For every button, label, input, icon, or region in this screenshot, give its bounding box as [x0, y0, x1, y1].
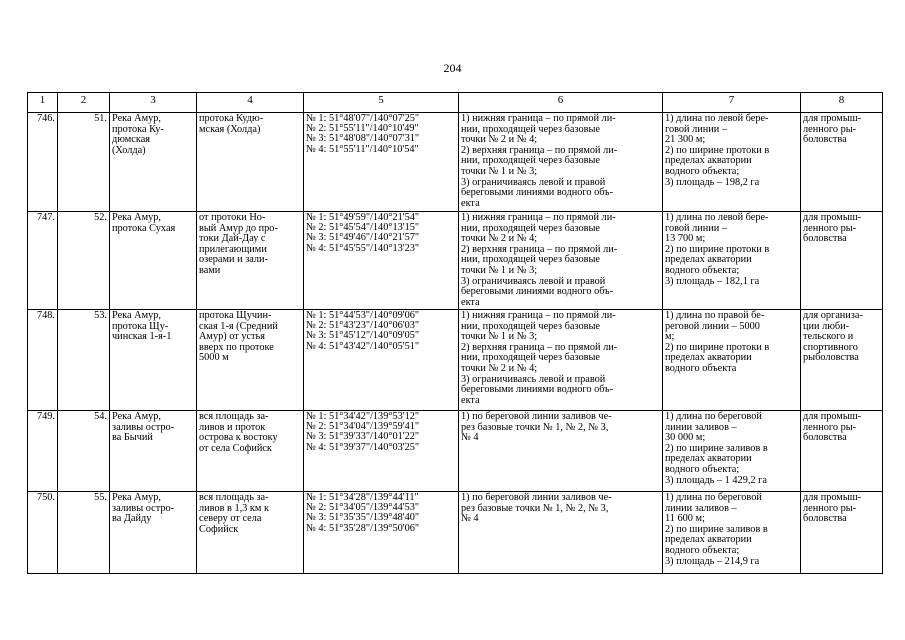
column-header-6: 6 [459, 93, 663, 113]
water-body-name: Река Амур, протока Щу- чинская 1-я-1 [110, 310, 197, 411]
dimensions: 1) длина по левой бере- говой линии – 21 300 м; 2) по ширине протоки в пределах акватории водного объекта; 3) площадь – 198,2 га [663, 113, 801, 212]
table-row [28, 113, 883, 212]
coordinates: № 1: 51°34'28"/139°44'11" № 2: 51°34'05"/139°44'53" № 3: 51°35'35"/139°48'40" № 4: 51°35'28"/139°50'06" [304, 492, 459, 574]
column-header-4: 4 [197, 93, 304, 113]
coordinates: № 1: 51°34'42"/139°53'12" № 2: 51°34'04"/139°59'41" № 3: 51°39'33"/140°01'22" № 4: 51°39'37"/140°03'25" [304, 411, 459, 492]
row-subnumber: 55. [58, 492, 110, 574]
header-row [28, 93, 883, 113]
column-header-8: 8 [801, 93, 883, 113]
boundaries: 1) нижняя граница – по прямой ли- нии, проходящей через базовые точки № 1 и № 3; 2) верхняя граница – по прямой ли- нии, проходящей через базовые точки № 2 и № 4; 3) ограничиваясь левой и правой береговыми линиями водного объ- екта [459, 310, 663, 411]
boundaries: 1) по береговой линии заливов че- рез базовые точки № 1, № 2, № 3, № 4 [459, 411, 663, 492]
coordinates: № 1: 51°44'53"/140°09'06" № 2: 51°43'23"/140°06'03" № 3: 51°45'12"/140°09'05" № 4: 51°43'42"/140°05'51" [304, 310, 459, 411]
area-description: протока Кудю- мская (Холда) [197, 113, 304, 212]
row-number: 748. [28, 310, 58, 411]
water-body-name: Река Амур, заливы остро- ва Бычий [110, 411, 197, 492]
table-row [28, 310, 883, 411]
row-number: 749. [28, 411, 58, 492]
column-header-5: 5 [304, 93, 459, 113]
coordinates: № 1: 51°48'07"/140°07'25" № 2: 51°55'11"/140°10'49" № 3: 51°48'08"/140°07'31" № 4: 51°55'11"/140°10'54" [304, 113, 459, 212]
purpose: для промыш- ленного ры- боловства [801, 113, 883, 212]
column-header-7: 7 [663, 93, 801, 113]
dimensions: 1) длина по левой бере- говой линии – 13 700 м; 2) по ширине протоки в пределах акватории водного объекта; 3) площадь – 182,1 га [663, 212, 801, 310]
row-number: 747. [28, 212, 58, 310]
boundaries: 1) по береговой линии заливов че- рез базовые точки № 1, № 2, № 3, № 4 [459, 492, 663, 574]
table-row [28, 492, 883, 574]
boundaries: 1) нижняя граница – по прямой ли- нии, проходящей через базовые точки № 2 и № 4; 2) верхняя граница – по прямой ли- нии, проходящей через базовые точки № 1 и № 3; 3) ограничиваясь левой и правой береговыми линиями водного объ- екта [459, 212, 663, 310]
area-description: вся площадь за- ливов и проток острова к востоку от села Софийск [197, 411, 304, 492]
row-subnumber: 51. [58, 113, 110, 212]
row-subnumber: 54. [58, 411, 110, 492]
purpose: для промыш- ленного ры- боловства [801, 492, 883, 574]
fishing-areas-table [27, 92, 883, 574]
area-description: вся площадь за- ливов в 1,3 км к северу от села Софийск [197, 492, 304, 574]
water-body-name: Река Амур, заливы остро- ва Дайду [110, 492, 197, 574]
boundaries: 1) нижняя граница – по прямой ли- нии, проходящей через базовые точки № 2 и № 4; 2) верхняя граница – по прямой ли- нии, проходящей через базовые точки № 1 и № 3; 3) ограничиваясь левой и правой береговыми линиями водного объ- екта [459, 113, 663, 212]
page-number: 204 [443, 61, 462, 75]
row-subnumber: 53. [58, 310, 110, 411]
purpose: для организа- ции люби- тельского и спортивного рыболовства [801, 310, 883, 411]
coordinates: № 1: 51°49'59"/140°21'54" № 2: 51°45'54"/140°13'15" № 3: 51°49'46"/140°21'57" № 4: 51°45'55"/140°13'23" [304, 212, 459, 310]
column-header-3: 3 [110, 93, 197, 113]
purpose: для промыш- ленного ры- боловства [801, 411, 883, 492]
dimensions: 1) длина по береговой линии заливов – 11 600 м; 2) по ширине заливов в пределах акватории водного объекта; 3) площадь – 214,9 га [663, 492, 801, 574]
water-body-name: Река Амур, протока Ку- дюмская (Холда) [110, 113, 197, 212]
row-subnumber: 52. [58, 212, 110, 310]
table-row [28, 212, 883, 310]
purpose: для промыш- ленного ры- боловства [801, 212, 883, 310]
table-row [28, 411, 883, 492]
column-header-2: 2 [58, 93, 110, 113]
column-header-1: 1 [28, 93, 58, 113]
row-number: 750. [28, 492, 58, 574]
row-number: 746. [28, 113, 58, 212]
area-description: протока Щучин- ская 1-я (Средний Амур) от устья вверх по протоке 5000 м [197, 310, 304, 411]
dimensions: 1) длина по правой бе- реговой линии – 5000 м; 2) по ширине протоки в пределах акватории водного объекта [663, 310, 801, 411]
water-body-name: Река Амур, протока Сухая [110, 212, 197, 310]
area-description: от протоки Но- вый Амур до про- токи Дай-Дау с прилегающими озерами и зали- вами [197, 212, 304, 310]
dimensions: 1) длина по береговой линии заливов – 30 000 м; 2) по ширине заливов в пределах акватории водного объекта; 3) площадь – 1 429,2 га [663, 411, 801, 492]
